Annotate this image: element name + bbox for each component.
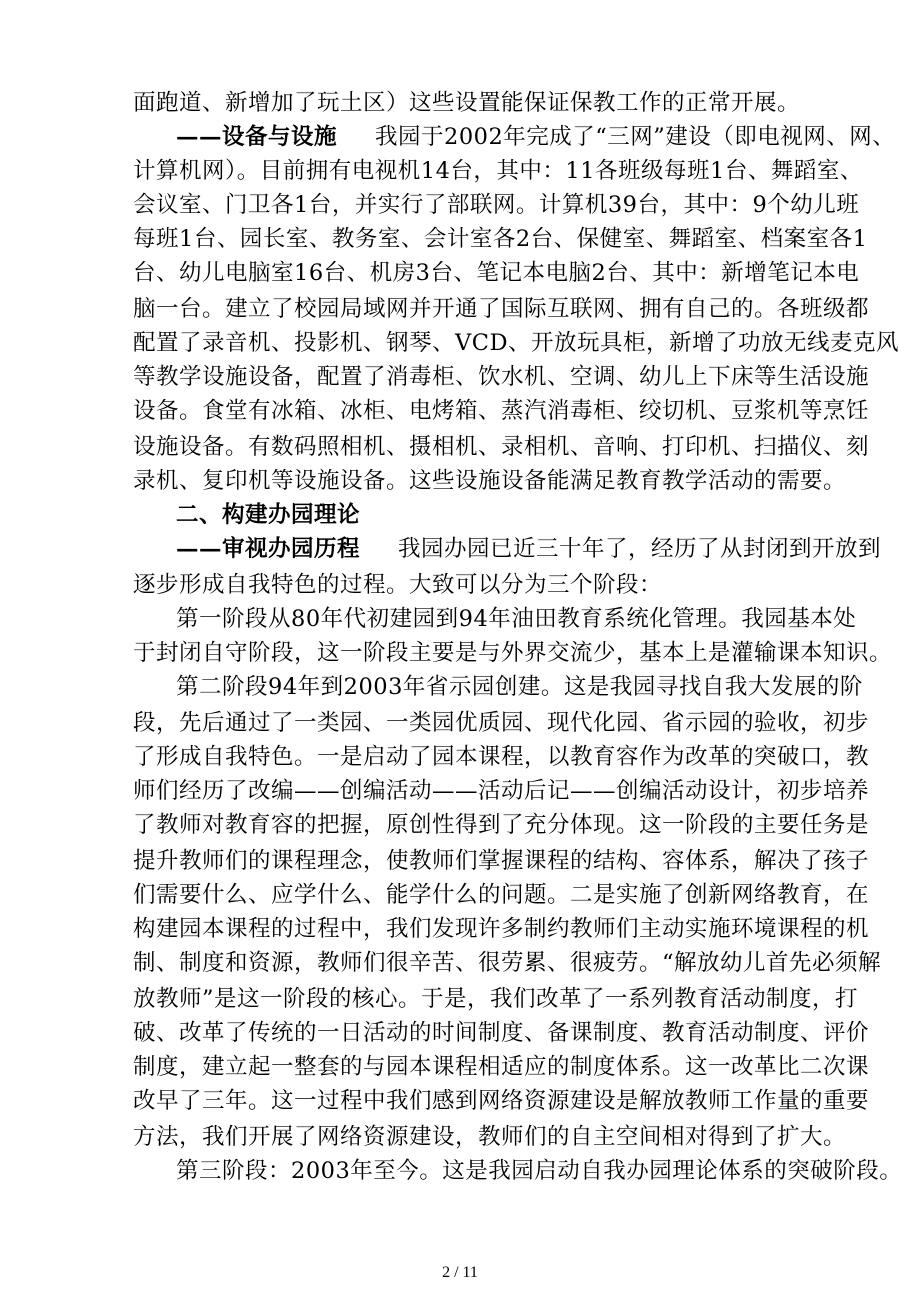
text-line: 了形成自我特色。一是启动了园本课程，以教育容作为改革的突破口，教 xyxy=(133,744,870,770)
text-line: 方法，我们开展了网络资源建设，教师们的自主空间相对得到了扩大。 xyxy=(133,1124,847,1150)
text-line: 段，先后通过了一类园、一类园优质园、现代化园、省示园的验收，初步 xyxy=(133,710,870,736)
section-heading: ——设备与设施 xyxy=(176,124,338,150)
section-heading: ——审视办园历程 xyxy=(176,536,361,562)
text-line: 第二阶段94年到2003年省示园创建。这是我园寻找自我大发展的阶 xyxy=(176,674,863,700)
text-line: 制、制度和资源，教师们很辛苦、很劳累、很疲劳。“解放幼儿首先必须解 xyxy=(133,950,882,976)
text-line: 第一阶段从80年代初建园到94年油田教育系统化管理。我园基本处 xyxy=(176,606,857,632)
text-line: 第三阶段：2003年至今。这是我园启动自我办园理论体系的突破阶段。 xyxy=(176,1158,903,1184)
text-line: 放教师”是这一阶段的核心。于是，我们改革了一系列教育活动制度，打 xyxy=(133,986,859,1012)
text-line: 了教师对教育容的把握，原创性得到了充分体现。这一阶段的主要任务是 xyxy=(133,812,870,838)
text-span: 我园办园已近三十年了，经历了从封闭到开放到 xyxy=(398,536,882,562)
text-line xyxy=(176,532,882,566)
text-line: 设备。食堂有冰箱、冰柜、电烤箱、蒸汽消毒柜、绞切机、豆浆机等烹饪 xyxy=(133,398,870,424)
text-line: 脑一台。建立了校园局域网并开通了国际互联网、拥有自己的。各班级都 xyxy=(133,296,870,322)
text-line: 面跑道、新增加了玩土区）这些设置能保证保教工作的正常开展。 xyxy=(133,90,801,116)
text-line: 逐步形成自我特色的过程。大致可以分为三个阶段： xyxy=(133,572,663,598)
text-line: 师们经历了改编——创编活动——活动后记——创编活动设计，初步培养 xyxy=(133,778,870,804)
section-heading: 二、构建办园理论 xyxy=(176,502,361,528)
text-line: 计算机网）。目前拥有电视机14台，其中：11各班级每班1台、舞蹈室、 xyxy=(133,158,863,184)
text-line: 构建园本课程的过程中，我们发现许多制约教师们主动实施环境课程的机 xyxy=(133,916,870,942)
text-line: 等教学设施设备，配置了消毒柜、饮水机、空调、幼儿上下床等生活设施 xyxy=(133,364,870,390)
text-line: 们需要什么、应学什么、能学什么的问题。二是实施了创新网络教育，在 xyxy=(133,882,870,908)
text-line: 配置了录音机、投影机、钢琴、VCD、开放玩具柜，新增了功放无线麦克风 xyxy=(133,330,900,356)
text-line xyxy=(176,120,896,154)
text-line: 提升教师们的课程理念，使教师们掌握课程的结构、容体系，解决了孩子 xyxy=(133,848,870,874)
text-line: 制度，建立起一整套的与园本课程相适应的制度体系。这一改革比二次课 xyxy=(133,1054,870,1080)
text-line: 于封闭自守阶段，这一阶段主要是与外界交流少，基本上是灌输课本知识。 xyxy=(133,640,893,666)
text-line: 录机、复印机等设施设备。这些设施设备能满足教育教学活动的需要。 xyxy=(133,468,847,494)
text-line xyxy=(176,498,833,532)
text-span: 我园于2002年完成了“三网”建设（即电视网、网、 xyxy=(375,124,896,150)
page-number: 2 / 11 xyxy=(442,1264,478,1281)
text-line: 设施设备。有数码照相机、摄相机、录相机、音响、打印机、扫描仪、刻 xyxy=(133,434,870,460)
text-line: 改早了三年。这一过程中我们感到网络资源建设是解放教师工作量的重要 xyxy=(133,1088,870,1114)
text-line: 破、改革了传统的一日活动的时间制度、备课制度、教育活动制度、评价 xyxy=(133,1020,870,1046)
text-line: 会议室、门卫各1台，并实行了部联网。计算机39台，其中：9个幼儿班 xyxy=(133,192,860,218)
text-line: 台、幼儿电脑室16台、机房3台、笔记本电脑2台、其中：新增笔记本电 xyxy=(133,260,860,286)
text-line: 每班1台、园长室、教务室、会计室各2台、保健室、舞蹈室、档案室各1 xyxy=(133,226,868,252)
